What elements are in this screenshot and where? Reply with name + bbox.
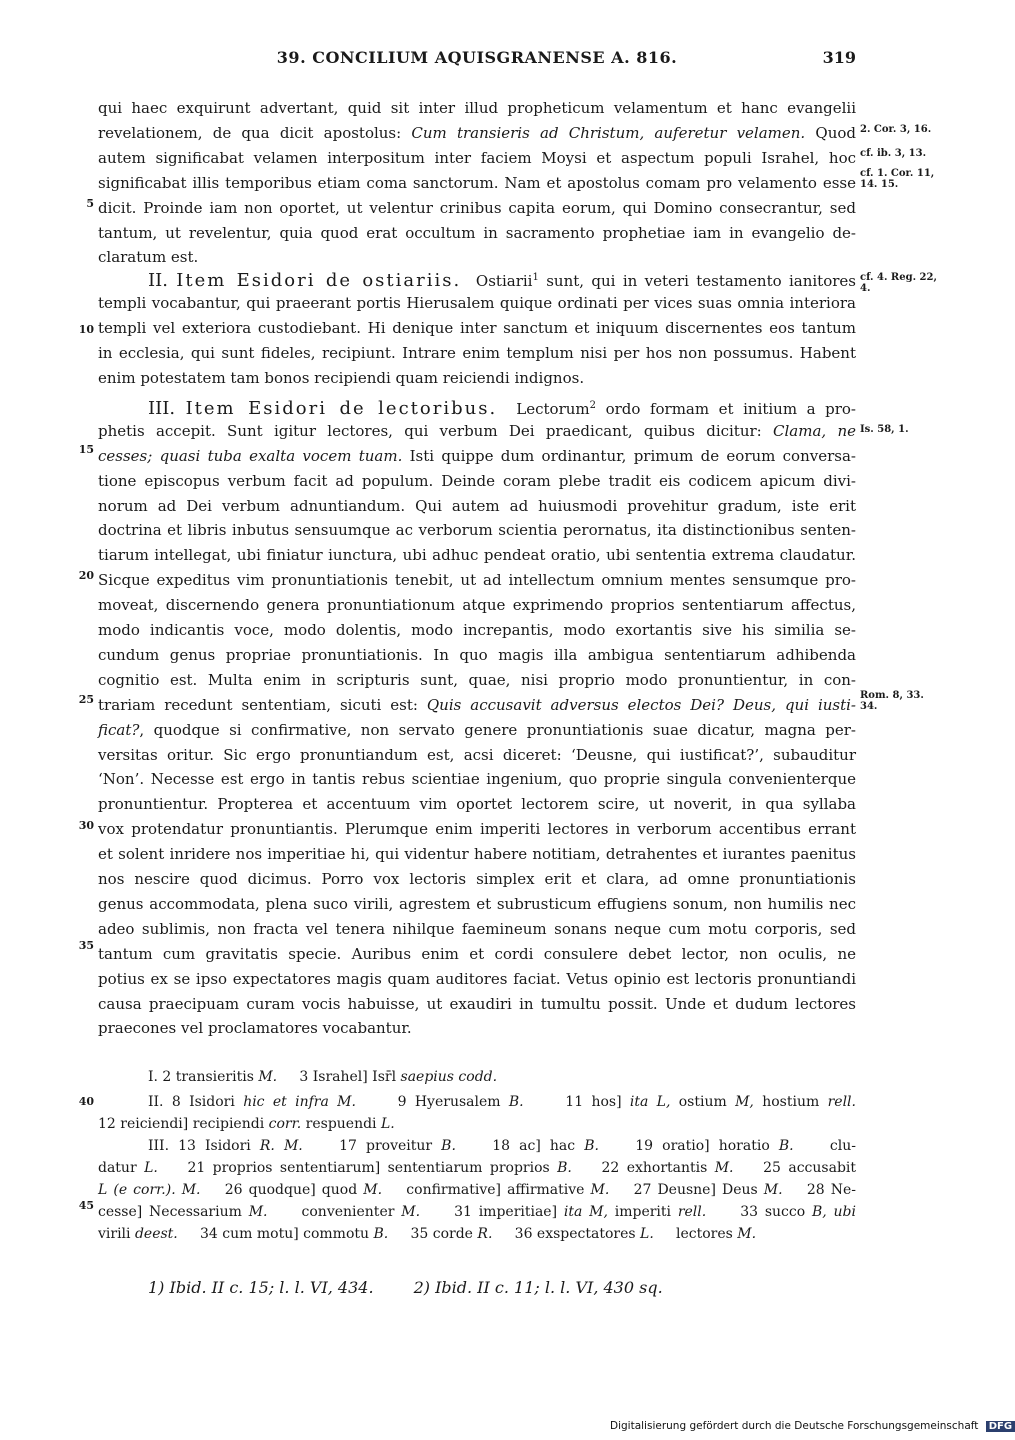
text-line: adeo sublimis, non fracta vel tenera nihilque faemineum sonans neque cum motu corporis, sed [98, 920, 856, 938]
apparatus-line: cesse] Necessarium M. convenienter M. 31 imperitiae] ita M, imperiti rell. 33 succo B, ubi [98, 1204, 856, 1220]
text-line: autem significabat velamen interpositum inter faciem Moysi et aspectum populi Israhel, hoc [98, 149, 856, 167]
text-line: phetis accepit. Sunt igitur lectores, qui verbum Dei praedicant, quibus dicitur: Clama, ne [98, 422, 856, 440]
margin-reference: Is. 58, 1. [860, 424, 909, 435]
running-header [98, 48, 856, 72]
line-number: 10 [78, 323, 94, 336]
text-line: in ecclesia, qui sunt fideles, recipiunt. Intrare enim templum nisi per hos non possumus. Habent [98, 344, 856, 362]
line-number: 35 [78, 939, 94, 952]
text-line: nos nescire quod dicimus. Porro vox lectoris simplex erit et clara, ad omne pronuntiationis [98, 870, 856, 888]
margin-reference: 2. Cor. 3, 16. [860, 124, 932, 135]
apparatus-line: L (e corr.). M. 26 quodque] quod M. confirmative] affirmative M. 27 Deusne] Deus M. 28 Ne- [98, 1182, 856, 1198]
apparatus-line: datur L. 21 proprios sententiarum] sententiarum proprios B. 22 exhortantis M. 25 accusabit [98, 1160, 857, 1176]
line-number: 25 [78, 693, 94, 706]
text-line: enim potestatem tam bonos recipiendi quam reiciendi indignos. [98, 369, 585, 387]
text-line: significabat illis temporibus etiam coma sanctorum. Nam et apostolus comam pro velamento esse [98, 174, 856, 192]
text-line: revelationem, de qua dicit apostolus: Cum transieris ad Christum, auferetur velamen. Quod [98, 124, 856, 142]
apparatus-line: I. 2 transieritis M. 3 Israhel] Isr̄l saepius codd. [148, 1069, 498, 1085]
line-number: 5 [86, 197, 94, 210]
dfg-footer-text: Digitalisierung gefördert durch die Deutsche Forschungsgemeinschaft [610, 1420, 979, 1432]
source-note: 1) Ibid. II c. 15; l. l. VI, 434. [148, 1278, 374, 1297]
text-line: pronuntientur. Propterea et accentuum vim oportet lectorem scire, ut noverit, in qua syllaba [98, 795, 856, 813]
line-number: 30 [78, 819, 94, 832]
section-heading-line: III. Item Esidori de lectoribus. Lectorum$^2$ ordo formam et initium a pro- [148, 398, 856, 419]
source-note: 2) Ibid. II c. 11; l. l. VI, 430 sq. [413, 1278, 663, 1297]
text-line: trariam recedunt sententiam, sicuti est: Quis accusavit adversus electos Dei? Deus, qui iusti- [98, 696, 856, 714]
margin-reference: cf. ib. 3, 13. [860, 148, 927, 159]
text-line: templi vel exteriora custodiebant. Hi denique inter sanctum et iniquum discernentes eos tantum [98, 319, 856, 337]
text-line: versitas oritur. Sic ergo pronuntiandum est, acsi diceret: ‘Deusne, qui iustificat?’, subauditur [98, 746, 856, 764]
text-line: claratum est. [98, 248, 199, 266]
line-number: 15 [78, 443, 94, 456]
line-number: 20 [78, 569, 94, 582]
text-line: genus accommodata, plena suco virili, agrestem et subrusticum effugiens sonum, non humilis nec [98, 895, 856, 913]
line-number: 40 [78, 1095, 94, 1108]
margin-reference: Rom. 8, 33. 34. [860, 690, 924, 712]
apparatus-line: II. 8 Isidori hic et infra M. 9 Hyerusalem B. 11 hos] ita L, ostium M, hostium rell. [148, 1094, 856, 1110]
text-line: templi vocabantur, qui praeerant portis Hierusalem quique ordinati per vices suas omnia interiora [98, 294, 856, 312]
text-line: ficat?, quodque si confirmative, non servato genere pronuntiationis suae dicatur, magna per- [98, 721, 856, 739]
dfg-logo: DFG [986, 1421, 1015, 1432]
text-line: dicit. Proinde iam non oportet, ut velentur crinibus capita eorum, qui Domino consecrantur, sed [98, 199, 856, 217]
text-line: tiarum intellegat, ubi finiatur iunctura, ubi adhuc pendeat oratio, ubi sententia extrema claudatur. [98, 546, 856, 564]
text-line: vox protendatur pronuntiantis. Plerumque enim imperiti lectores in verborum accentibus errant [98, 820, 856, 838]
page-number: 319 [822, 48, 856, 67]
line-number: 45 [78, 1199, 94, 1212]
source-notes [148, 1276, 663, 1300]
text-line: tione episcopus verbum facit ad populum. Deinde coram plebe tradit eis codicem apicum divi- [98, 472, 856, 490]
text-line: cesses; quasi tuba exalta vocem tuam. Isti quippe dum ordinantur, primum de eorum conversa- [98, 447, 856, 465]
apparatus-line: 12 reiciendi] recipiendi corr. respuendi L. [98, 1116, 395, 1132]
text-line: norum ad Dei verbum adnuntiandum. Qui autem ad huiusmodi provehitur gradum, iste erit [98, 497, 856, 515]
text-line: cognitio est. Multa enim in scripturis sunt, quae, nisi proprio modo pronuntientur, in con- [98, 671, 856, 689]
text-line: praecones vel proclamatores vocabantur. [98, 1019, 412, 1037]
text-line: modo indicantis voce, modo dolentis, modo increpantis, modo exortantis sive his similia se- [98, 621, 856, 639]
running-title: 39. CONCILIUM AQUISGRANENSE A. 816. [276, 48, 678, 67]
dfg-footer [610, 1420, 1013, 1436]
text-line: ‘Non’. Necesse est ergo in tantis rebus scientiae ingenium, quo proprie singula convenienterque [98, 770, 856, 788]
margin-reference: cf. 4. Reg. 22, 4. [860, 272, 937, 294]
text-line: doctrina et libris inbutus sensuumque ac verborum scientia perornatus, ita distinctionibus senten- [98, 521, 856, 539]
margin-reference: cf. 1. Cor. 11, 14. 15. [860, 168, 935, 190]
section-heading-line: II. Item Esidori de ostiariis. Ostiarii$^1$ sunt, qui in veteri testamento ianitores [148, 270, 856, 291]
text-line: moveat, discernendo genera pronuntiationum atque exprimendo proprios sententiarum affectus, [98, 596, 856, 614]
apparatus-line: III. 13 Isidori R. M. 17 proveitur B. 18 ac] hac B. 19 oratio] horatio B. clu- [148, 1138, 856, 1154]
text-line: et solent inridere nos imperitiae hi, qui videntur habere notitiam, detrahentes et iurantes paenitus [98, 845, 856, 863]
text-line: potius ex se ipso expectatores magis quam auditores faciat. Vetus opinio est lectoris pronuntiandi [98, 970, 856, 988]
text-line: causa praecipuam curam vocis habuisse, ut exaudiri in tumultu possit. Unde et dudum lectores [98, 995, 856, 1013]
text-line: tantum cum gravitatis specie. Auribus enim et cordi consulere debet lector, non oculis, ne [98, 945, 856, 963]
apparatus-line: virili deest. 34 cum motu] commotu B. 35 corde R. 36 exspectatores L. lectores M. [98, 1226, 757, 1242]
text-line: cundum genus propriae pronuntiationis. In quo magis illa ambigua sententiarum adhibenda [98, 646, 856, 664]
text-line: tantum, ut revelentur, quia quod erat occultum in sacramento prophetiae iam in evangelio de- [98, 224, 856, 242]
text-line: qui haec exquirunt advertant, quid sit inter illud propheticum velamentum et hanc evangelii [98, 99, 856, 117]
text-line: Sicque expeditus vim pronuntiationis tenebit, ut ad intellectum omnium mentes sensumque pro- [98, 571, 856, 589]
